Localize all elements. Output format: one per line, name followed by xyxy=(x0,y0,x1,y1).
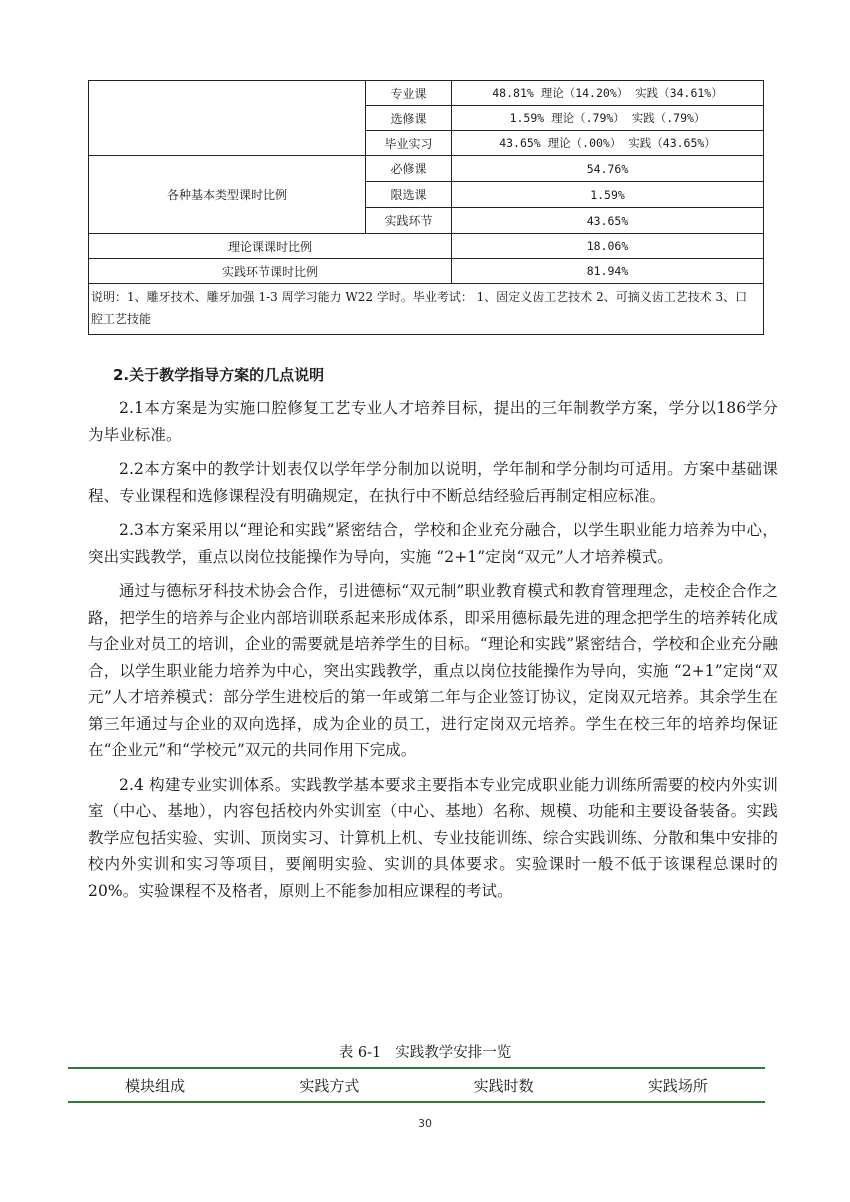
page-number: 30 xyxy=(418,1117,432,1130)
paragraph: 2.1本方案是为实施口腔修复工艺专业人才培养目标，提出的三年制教学方案，学分以186学分为毕业标准。 xyxy=(88,399,778,444)
row-label: 实践环节 xyxy=(366,208,452,234)
section-heading: 2.关于教学指导方案的几点说明 xyxy=(113,366,325,384)
table-note: 说明：1、雕牙技术、雕牙加强 1-3 周学习能力 W22 学时。毕业考试： 1、固定义齿工艺技术 2、可摘义齿工艺技术 3、口腔工艺技能 xyxy=(89,284,764,335)
paragraph: 通过与德标牙科技术协会合作，引进德标“双元制”职业教育模式和教育管理理念，走校企合作之路，把学生的培养与企业内部培训联系起来形成体系，即采用德标最先进的理念把学生的培养转化成与企业对员工的培训，企业的需要就是培养学生的目标。“理论和实践”紧密结合，学校和企业充分融合，以学生职业能力培养为中心，突出实践教学，重点以岗位技能操作为导向，实施 “2+1”定岗“双元”人才培养模式：部分学生进校后的第一年或第二年与企业签订协议，定岗双元培养。其余学生在第三年通过与企业的双向选择，成为企业的员工，进行定岗双元培养。学生在校三年的培养均保证在“企业元”和“学校元”双元的共同作用下完成。 xyxy=(88,582,778,759)
course-ratio-table xyxy=(88,80,764,335)
row-value: 48.81% 理论（14.20%） 实践（34.61%） xyxy=(452,81,764,106)
column-header: 实践方式 xyxy=(299,1076,360,1095)
section-body xyxy=(88,395,778,912)
row-value: 1.59% xyxy=(452,182,764,208)
column-header: 模块组成 xyxy=(125,1076,186,1095)
paragraph: 2.3本方案采用以“理论和实践”紧密结合，学校和企业充分融合，以学生职业能力培养为中心，突出实践教学，重点以岗位技能操作为导向，实施 “2+1”定岗“双元”人才培养模式。 xyxy=(88,521,778,566)
row-value: 43.65% 理论（.00%） 实践（43.65%） xyxy=(452,131,764,156)
practice-table-header xyxy=(68,1067,765,1103)
summary-label: 实践环节课时比例 xyxy=(89,259,452,284)
row-label: 选修课 xyxy=(366,106,452,131)
type-group-label: 各种基本类型课时比例 xyxy=(89,156,366,234)
paragraph: 2.4 构建专业实训体系。实践教学基本要求主要指本专业完成职业能力训练所需要的校内外实训室（中心、基地），内容包括校内外实训室（中心、基地）名称、规模、功能和主要设备装备。实践教学应包括实验、实训、顶岗实习、计算机上机、专业技能训练、综合实践训练、分散和集中安排的校内外实训和实习等项目，要阐明实验、实训的具体要求。实验课时一般不低于该课程总课时的 20%。实验课程不及格者，原则上不能参加相应课程的考试。 xyxy=(88,775,778,900)
row-label: 专业课 xyxy=(366,81,452,106)
row-label: 毕业实习 xyxy=(366,131,452,156)
summary-value: 81.94% xyxy=(452,259,764,284)
row-value: 1.59% 理论（.79%） 实践（.79%） xyxy=(452,106,764,131)
summary-value: 18.06% xyxy=(452,234,764,259)
caption-number: 表 6-1 xyxy=(338,1045,382,1061)
row-value: 54.76% xyxy=(452,156,764,182)
row-label: 必修课 xyxy=(366,156,452,182)
caption-title: 实践教学安排一览 xyxy=(395,1045,512,1061)
row-value: 43.65% xyxy=(452,208,764,234)
blank-cell xyxy=(89,81,366,156)
column-header: 实践时数 xyxy=(473,1076,534,1095)
paragraph: 2.2本方案中的教学计划表仅以学年学分制加以说明，学年制和学分制均可适用。方案中基础课程、专业课程和选修课程没有明确规定，在执行中不断总结经验后再制定相应标准。 xyxy=(88,460,778,505)
summary-label: 理论课课时比例 xyxy=(89,234,452,259)
column-header: 实践场所 xyxy=(647,1076,708,1095)
table-caption xyxy=(0,1041,850,1062)
row-label: 限选课 xyxy=(366,182,452,208)
